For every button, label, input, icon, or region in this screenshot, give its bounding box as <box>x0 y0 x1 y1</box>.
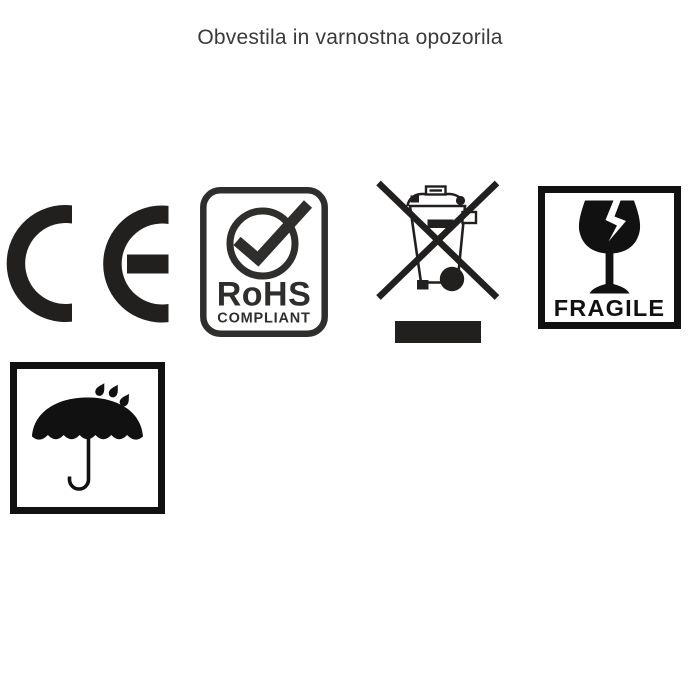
umbrella-handle <box>70 436 89 489</box>
ce-letter-c <box>7 205 72 322</box>
weee-solid-bar <box>395 321 481 343</box>
weee-crossed-out-wheelie-bin-icon <box>373 178 503 348</box>
rohs-compliant-badge <box>194 183 334 341</box>
bin-foot <box>417 280 429 290</box>
rohs-subtitle: COMPLIANT <box>217 310 311 327</box>
keep-dry-umbrella-rain-icon <box>6 358 170 518</box>
raindrop-icon <box>94 381 108 397</box>
bin-top-handle-inner <box>430 189 443 191</box>
bin-left-knob <box>411 196 420 203</box>
fragile-label: FRAGILE <box>553 295 666 321</box>
rohs-title: RoHS <box>216 275 312 314</box>
bin-wheel <box>440 267 464 291</box>
raindrop-icon <box>107 383 121 399</box>
glass-stem <box>606 252 614 286</box>
fragile-broken-glass-icon <box>534 182 684 332</box>
glass-bowl <box>579 201 640 254</box>
glass-foot <box>590 283 630 294</box>
ce-letter-e-bar <box>127 255 169 274</box>
bin-right-knob <box>456 196 465 205</box>
page-title: Obvestila in varnostna opozorila <box>197 26 503 49</box>
ce-marking-icon <box>0 195 180 335</box>
